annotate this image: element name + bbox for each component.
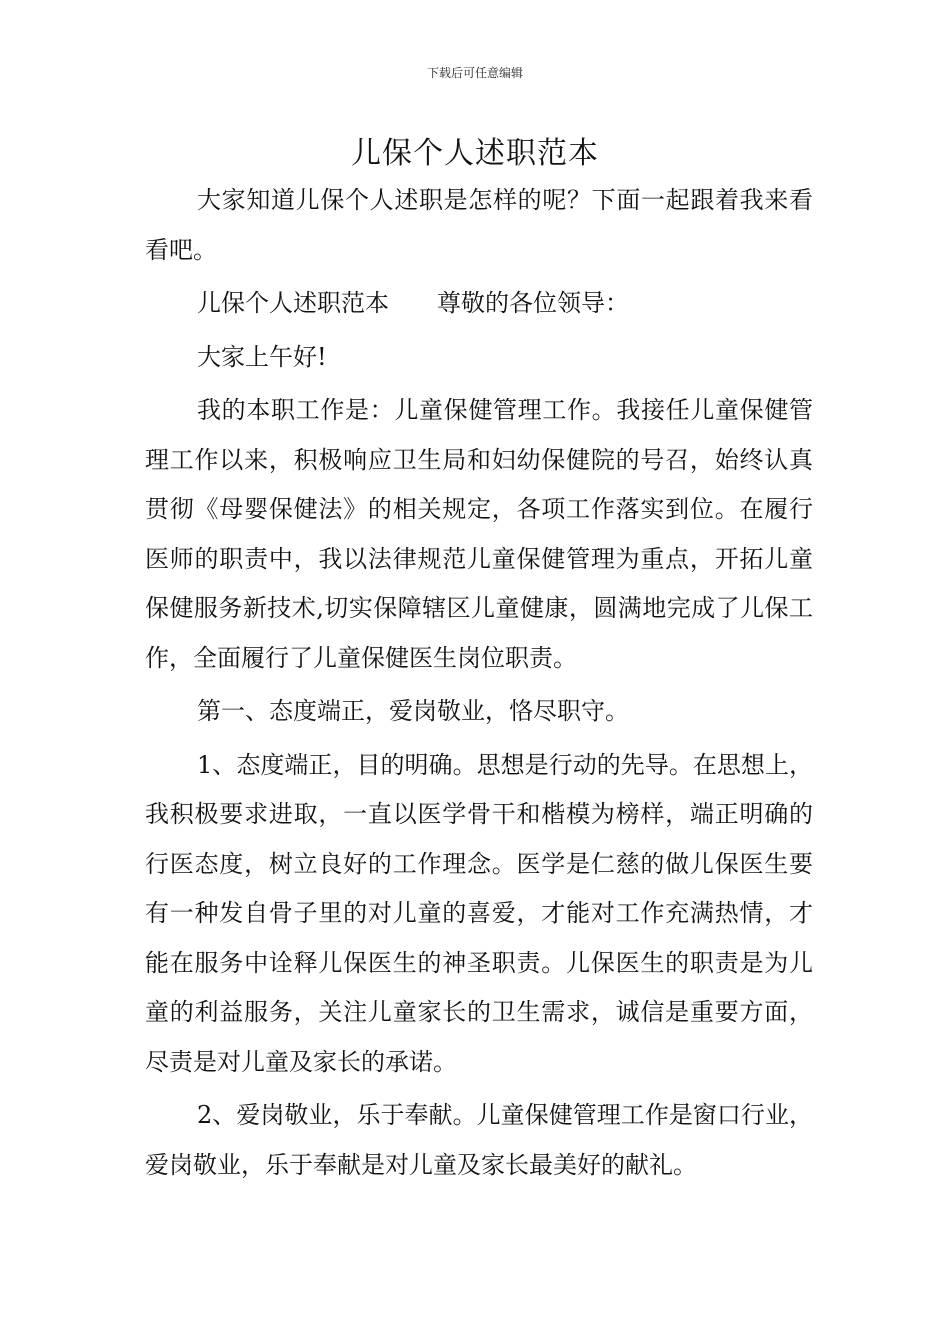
paragraph-duties: 我的本职工作是：儿童保健管理工作。我接任儿童保健管理工作以来，积极响应卫生局和妇幼保健院的号召，始终认真贯彻《母婴保健法》的相关规定，各项工作落实到位。在履行医师的职责中，我以法律规范儿童保健管理为重点，开拓儿童保健服务新技术,切实保障辖区儿童健康，圆满地完成了儿保工作，全面履行了儿童保健医生岗位职责。 — [145, 396, 813, 672]
paragraph-greeting: 大家上午好! — [197, 342, 327, 371]
paragraph-section-heading: 第一、态度端正，爱岗敬业，恪尽职守。 — [197, 697, 629, 725]
paragraph-point-1: 1、态度端正，目的明确。思想是行动的先导。在思想上，我积极要求进取，一直以医学骨干和楷模为榜样，端正明确的行医态度，树立良好的工作理念。医学是仁慈的做儿保医生要有一种发自骨子里的对儿童的喜爱，才能对工作充满热情，才能在服务中诠释儿保医生的神圣职责。儿保医生的职责是为儿童的利益服务，关注儿童家长的卫生需求，诚信是重要方面，尽责是对儿童及家长的承诺。 — [145, 750, 813, 1076]
paragraph-intro: 大家知道儿保个人述职是怎样的呢？下面一起跟着我来看看吧。 — [145, 186, 813, 264]
document-title: 儿保个人述职范本 — [351, 136, 599, 171]
paragraph-salutation: 儿保个人述职范本 尊敬的各位领导： — [197, 289, 629, 317]
paragraph-point-2: 2、爱岗敬业，乐于奉献。儿童保健管理工作是窗口行业，爱岗敬业，乐于奉献是对儿童及家长最美好的献礼。 — [145, 1101, 813, 1179]
document-body — [145, 176, 813, 1194]
header-note: 下载后可任意编辑 — [426, 66, 523, 80]
